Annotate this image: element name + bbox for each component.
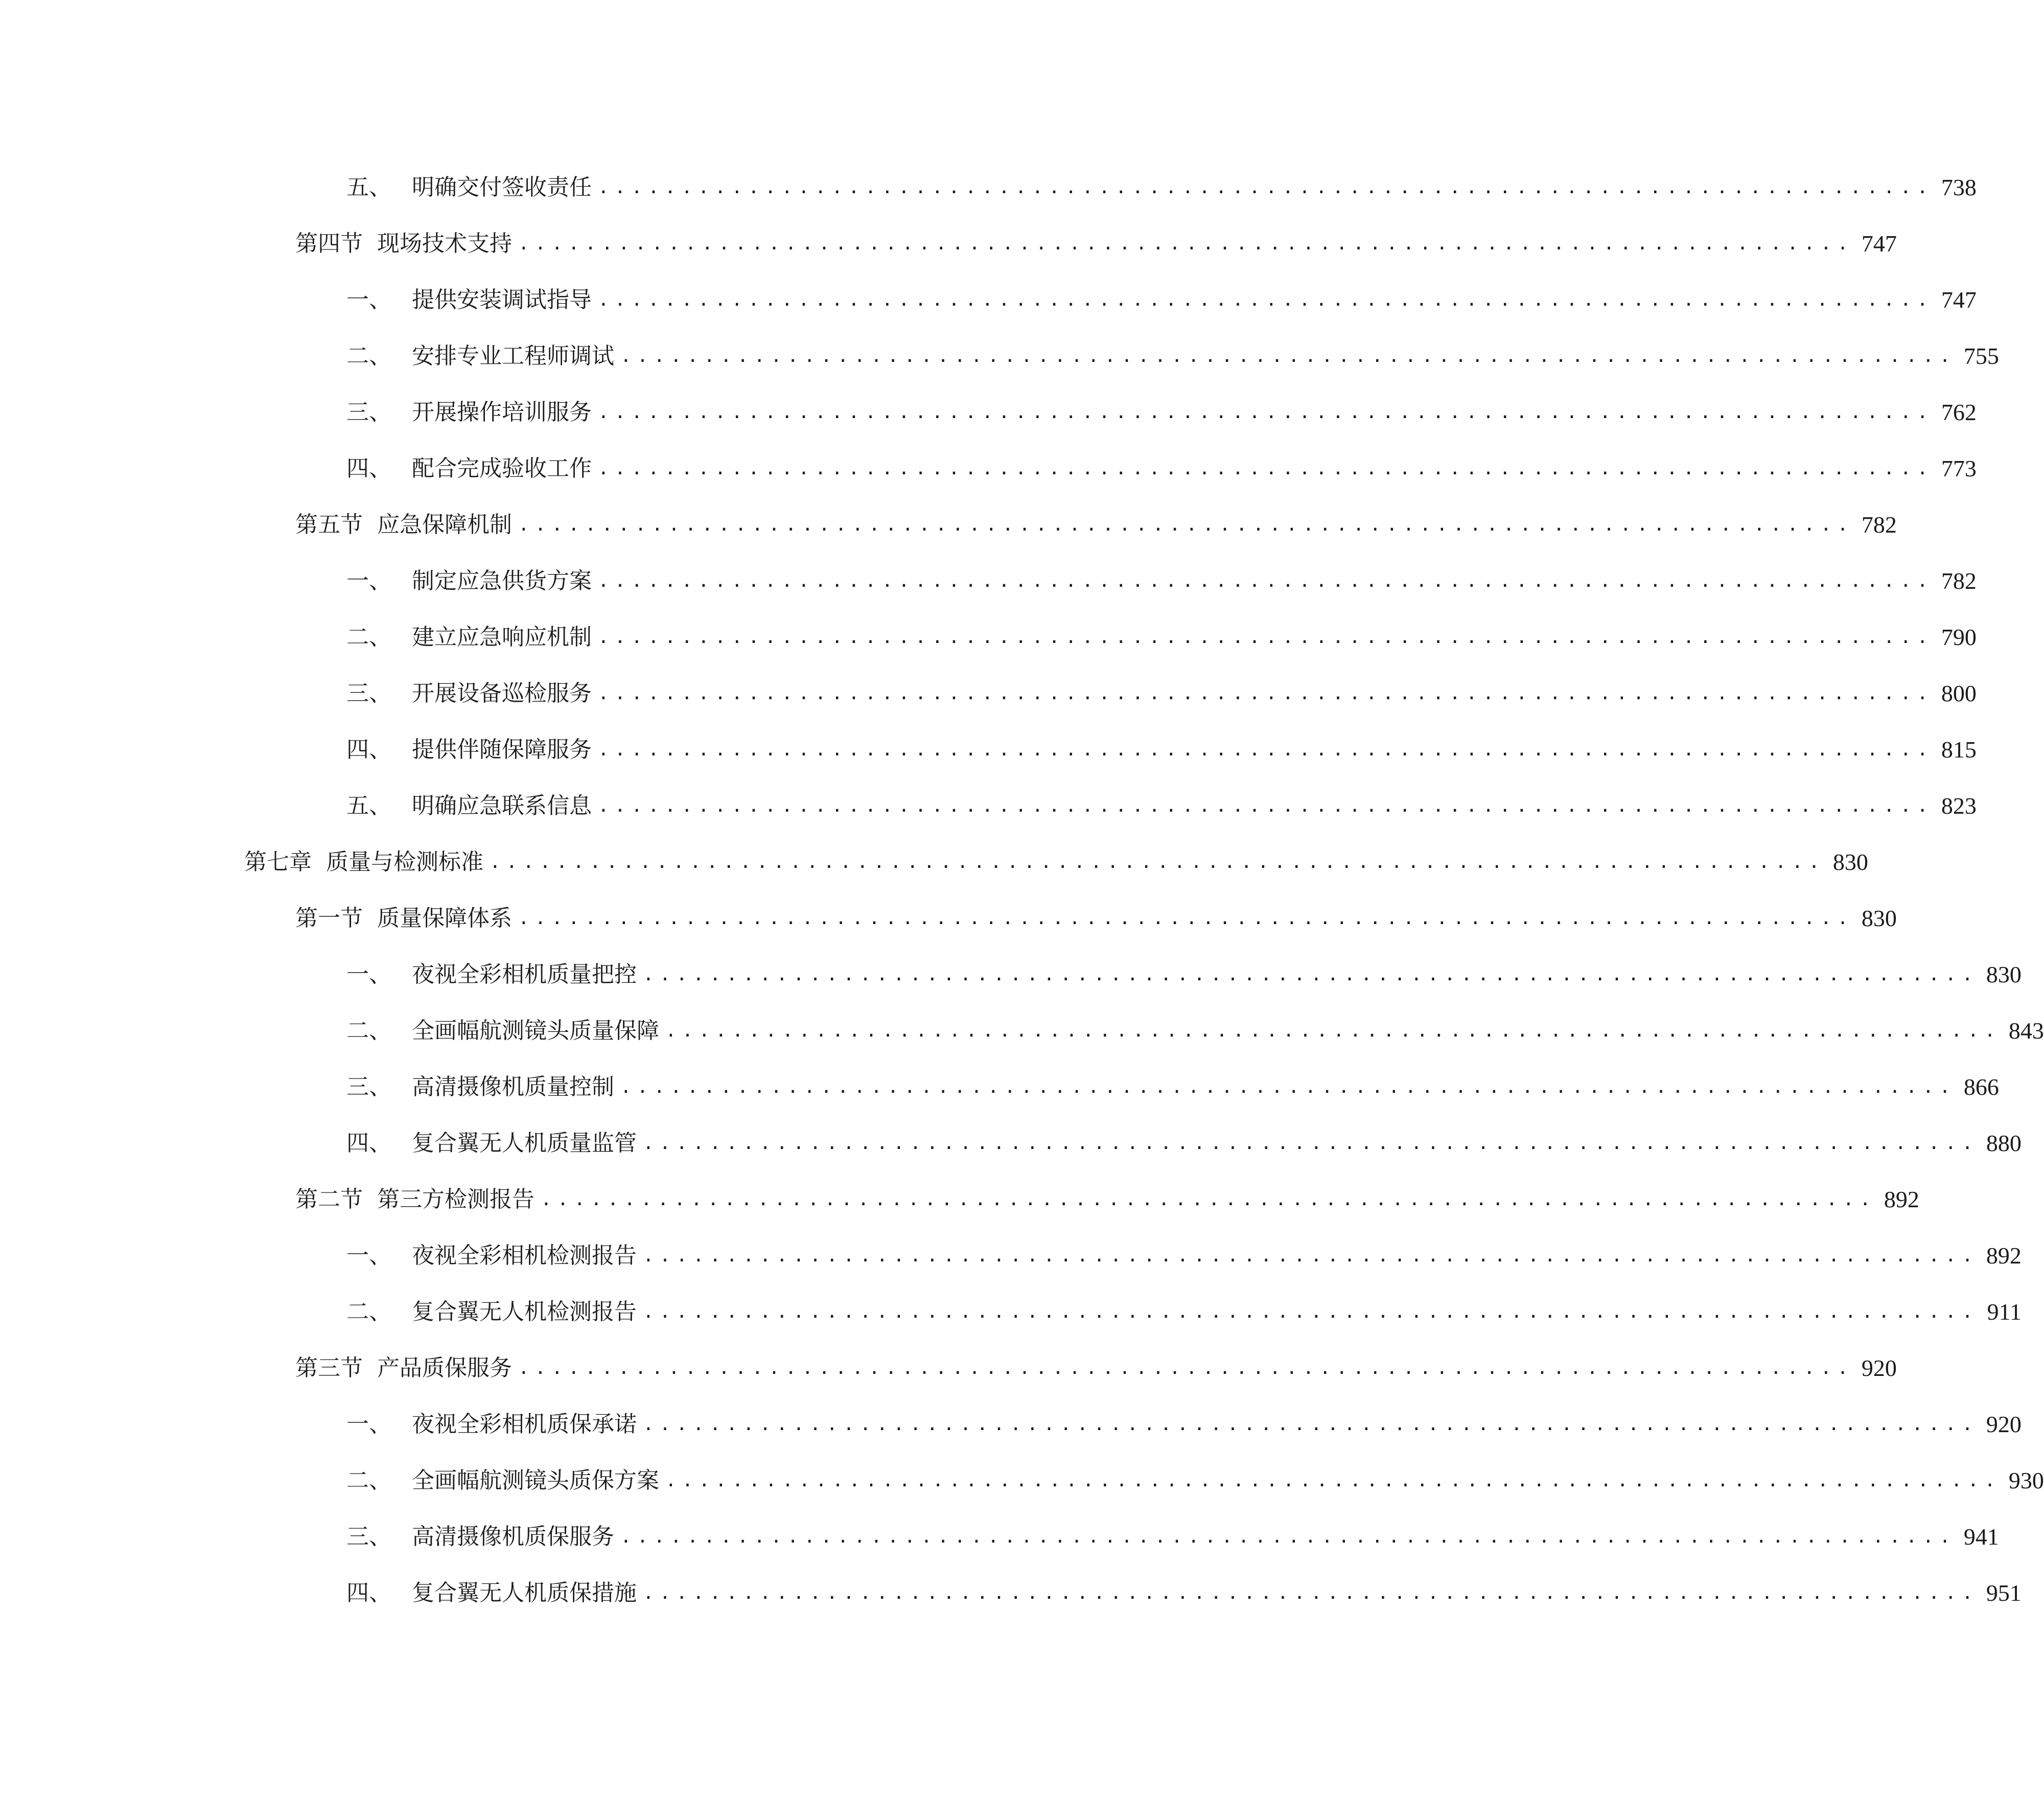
toc-entry-title: 高清摄像机质保服务 (412, 1524, 614, 1550)
toc-entry-title: 夜视全彩相机质保承诺 (412, 1411, 637, 1437)
toc-entry-page: 815 (1941, 737, 1977, 763)
toc-entry[interactable] (0, 1565, 2022, 1621)
dot-leader: ................................................................................ (598, 458, 1934, 479)
toc-entry-number: 三、 (346, 399, 391, 425)
toc-entry-number: 二、 (346, 1467, 391, 1493)
toc-entry[interactable] (0, 665, 1977, 722)
toc-entry-page: 830 (1861, 905, 1897, 931)
toc-entry-page: 892 (1884, 1186, 1919, 1212)
toc-entry[interactable] (0, 272, 1977, 328)
dot-leader: ................................................................................ (518, 233, 1854, 254)
toc-entry-page: 762 (1941, 399, 1977, 425)
dot-leader: ................................................................................ (518, 1358, 1854, 1378)
toc-entry[interactable] (0, 1059, 1999, 1115)
dot-leader: ................................................................................ (518, 514, 1854, 535)
toc-entry[interactable] (0, 1115, 2022, 1171)
toc-entry[interactable] (0, 1284, 2022, 1340)
toc-entry-title: 复合翼无人机质保措施 (412, 1580, 637, 1606)
toc-entry[interactable] (0, 722, 1977, 778)
toc-entry-number: 三、 (346, 1074, 391, 1100)
toc-entry[interactable] (0, 1171, 1919, 1228)
toc-entry-title: 配合完成验收工作 (412, 455, 592, 481)
toc-entry-number: 一、 (346, 961, 391, 987)
toc-entry-number: 第四节 (295, 231, 363, 257)
toc-entry-page: 866 (1963, 1074, 1999, 1100)
dot-leader: ................................................................................ (620, 346, 1956, 366)
toc-entry-number: 二、 (346, 1018, 391, 1044)
toc-entry-number: 四、 (346, 455, 391, 481)
toc-entry-page: 830 (1832, 849, 1868, 875)
toc-entry-number: 第三节 (295, 1355, 363, 1381)
toc-entry-number: 三、 (346, 1524, 391, 1550)
toc-entry-number: 三、 (346, 680, 391, 706)
toc-entry-number: 第一节 (295, 905, 363, 931)
toc-entry-title: 全画幅航测镜头质量保障 (412, 1018, 659, 1044)
toc-entry-number: 二、 (346, 624, 391, 650)
dot-leader: ................................................................................ (541, 1189, 1876, 1210)
toc-entry[interactable] (0, 159, 1977, 216)
dot-leader: ................................................................................ (598, 683, 1934, 704)
dot-leader: ................................................................................ (490, 852, 1825, 872)
toc-entry-page: 930 (2008, 1467, 2044, 1493)
toc-entry-title: 应急保障机制 (377, 512, 512, 538)
toc-entry[interactable] (0, 1003, 2044, 1059)
toc-entry-number: 五、 (346, 174, 391, 200)
toc-entry-page: 920 (1986, 1411, 2022, 1437)
toc-entry-number: 四、 (346, 737, 391, 763)
toc-entry-title: 第三方检测报告 (377, 1186, 535, 1212)
toc-entry-number: 一、 (346, 1411, 391, 1437)
toc-entry-page: 782 (1941, 568, 1977, 594)
toc-entry-page: 880 (1986, 1130, 2022, 1156)
toc-entry[interactable] (0, 778, 1977, 834)
toc-entry[interactable] (0, 834, 1868, 890)
dot-leader: ................................................................................ (620, 1526, 1956, 1547)
toc-entry-title: 安排专业工程师调试 (412, 343, 614, 369)
toc-entry[interactable] (0, 1396, 2022, 1453)
toc-entry-number: 四、 (346, 1130, 391, 1156)
dot-leader: ................................................................................ (665, 1470, 2001, 1491)
toc-entry-page: 790 (1941, 624, 1977, 650)
dot-leader: ................................................................................ (598, 627, 1934, 648)
toc-entry-page: 941 (1963, 1524, 1999, 1550)
dot-leader: ................................................................................ (643, 1414, 1979, 1435)
toc-entry[interactable] (0, 1340, 1897, 1396)
toc-entry-number: 二、 (346, 1299, 391, 1325)
toc-entry-page: 892 (1986, 1243, 2022, 1269)
toc-entry-page: 747 (1861, 231, 1897, 257)
toc-entry-page: 951 (1986, 1580, 2022, 1606)
toc-entry[interactable] (0, 609, 1977, 665)
toc-entry-page: 843 (2008, 1018, 2044, 1044)
toc-entry-title: 全画幅航测镜头质保方案 (412, 1467, 659, 1493)
toc-entry-number: 第二节 (295, 1186, 363, 1212)
toc-entry-page: 738 (1941, 174, 1977, 200)
dot-leader: ................................................................................ (643, 1582, 1979, 1603)
toc-entry-title: 建立应急响应机制 (412, 624, 592, 650)
toc-entry[interactable] (0, 384, 1977, 441)
toc-entry-title: 夜视全彩相机质量把控 (412, 961, 637, 987)
toc-entry-title: 复合翼无人机质量监管 (412, 1130, 637, 1156)
dot-leader: ................................................................................ (598, 570, 1934, 591)
toc-entry-page: 911 (1987, 1299, 2022, 1325)
toc-entry-number: 一、 (346, 287, 391, 313)
toc-entry[interactable] (0, 947, 2022, 1003)
toc-entry-title: 复合翼无人机检测报告 (412, 1299, 637, 1325)
toc-entry-number: 第七章 (244, 849, 312, 875)
toc-entry-number: 第五节 (295, 512, 363, 538)
toc-entry[interactable] (0, 1453, 2044, 1509)
toc-entry[interactable] (0, 441, 1977, 497)
toc-entry-title: 产品质保服务 (377, 1355, 512, 1381)
toc-entry[interactable] (0, 1228, 2022, 1284)
toc-entry[interactable] (0, 1509, 1999, 1565)
toc-entry-page: 755 (1963, 343, 1999, 369)
dot-leader: ................................................................................ (643, 1301, 1979, 1322)
dot-leader: ................................................................................ (643, 964, 1979, 985)
toc-entry-number: 一、 (346, 568, 391, 594)
table-of-contents (0, 159, 2044, 1621)
dot-leader: ................................................................................ (620, 1076, 1956, 1097)
dot-leader: ................................................................................ (643, 1245, 1979, 1266)
toc-entry[interactable] (0, 553, 1977, 609)
dot-leader: ................................................................................ (598, 289, 1934, 310)
toc-entry-title: 质量保障体系 (377, 905, 512, 931)
dot-leader: ................................................................................ (598, 402, 1934, 423)
toc-entry-number: 二、 (346, 343, 391, 369)
dot-leader: ................................................................................ (518, 908, 1854, 929)
toc-entry-title: 提供安装调试指导 (412, 287, 592, 313)
toc-entry[interactable] (0, 216, 1897, 272)
dot-leader: ................................................................................ (665, 1020, 2001, 1041)
toc-entry-page: 920 (1861, 1355, 1897, 1381)
toc-entry-page: 800 (1941, 680, 1977, 706)
toc-entry-page: 823 (1941, 793, 1977, 819)
toc-entry-title: 开展操作培训服务 (412, 399, 592, 425)
dot-leader: ................................................................................ (598, 739, 1934, 760)
toc-entry-title: 开展设备巡检服务 (412, 680, 592, 706)
dot-leader: ................................................................................ (643, 1133, 1979, 1154)
toc-entry-title: 制定应急供货方案 (412, 568, 592, 594)
toc-entry-title: 现场技术支持 (377, 231, 512, 257)
toc-entry[interactable] (0, 497, 1897, 553)
toc-entry-title: 明确应急联系信息 (412, 793, 592, 819)
toc-entry-number: 四、 (346, 1580, 391, 1606)
dot-leader: ................................................................................ (598, 795, 1934, 816)
toc-entry-title: 明确交付签收责任 (412, 174, 592, 200)
toc-entry-page: 773 (1941, 455, 1977, 481)
dot-leader: ................................................................................ (598, 177, 1934, 198)
toc-entry-number: 五、 (346, 793, 391, 819)
toc-entry[interactable] (0, 890, 1897, 947)
toc-entry-title: 提供伴随保障服务 (412, 737, 592, 763)
toc-entry-title: 质量与检测标准 (326, 849, 483, 875)
toc-entry-page: 782 (1861, 512, 1897, 538)
toc-entry-title: 高清摄像机质量控制 (412, 1074, 614, 1100)
toc-entry-number: 一、 (346, 1243, 391, 1269)
toc-entry-page: 830 (1986, 961, 2022, 987)
toc-entry-page: 747 (1941, 287, 1977, 313)
toc-entry-title: 夜视全彩相机检测报告 (412, 1243, 637, 1269)
toc-entry[interactable] (0, 328, 1999, 384)
